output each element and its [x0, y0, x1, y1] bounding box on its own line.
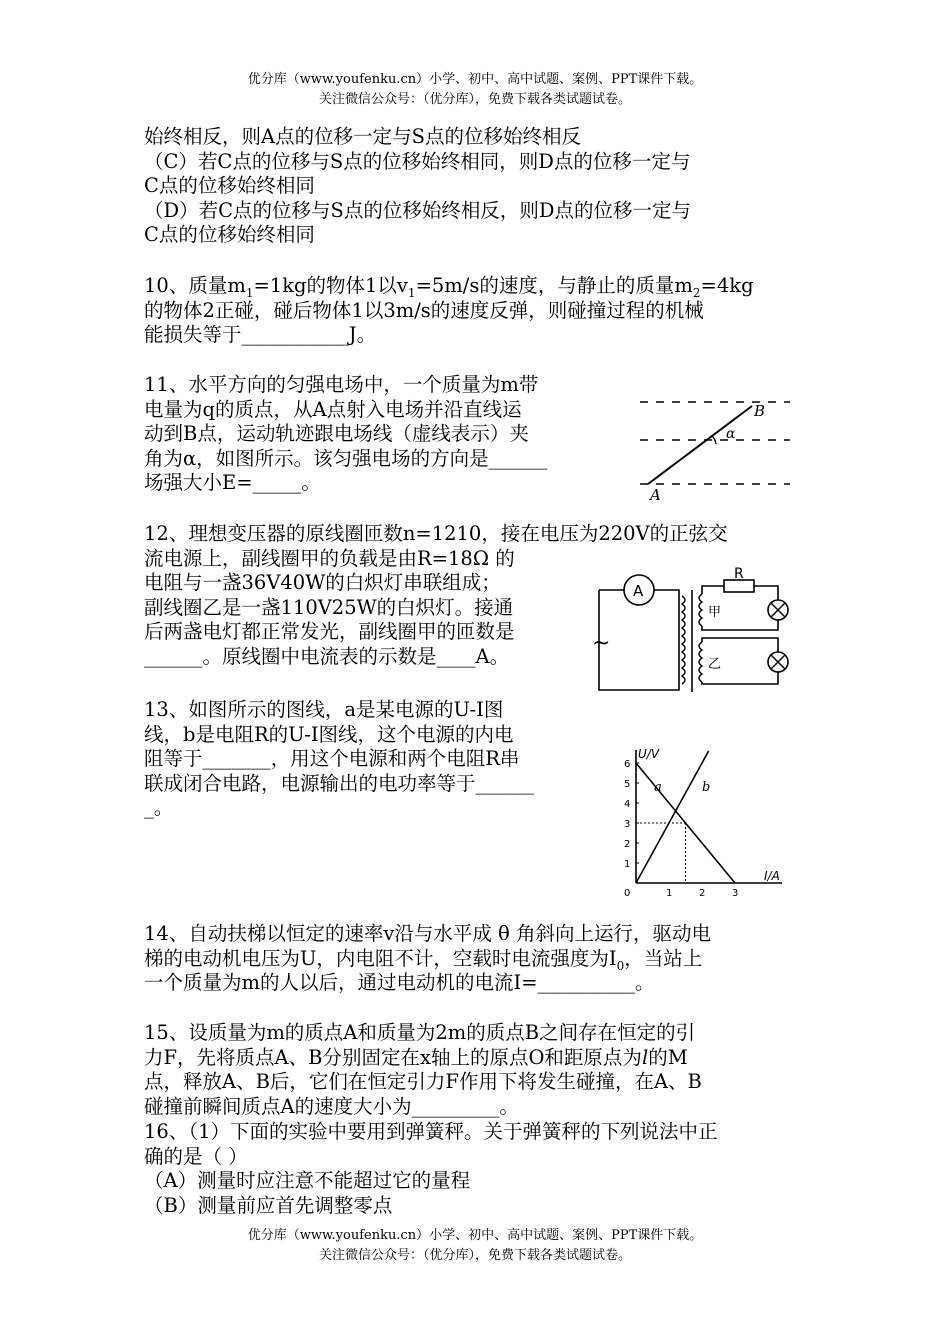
y-tick-label: 6	[624, 759, 631, 770]
x-tick-label: 2	[699, 888, 706, 899]
ac-source-symbol: ~	[592, 631, 611, 656]
question-10	[144, 274, 808, 348]
y-axis-label: U/V	[638, 747, 660, 761]
x-tick-label: 1	[666, 888, 673, 899]
ammeter-label: A	[633, 582, 644, 600]
q15-line-2: 力F，先将质点A、B分别固定在x轴上的原点O和距原点为l的M	[144, 1045, 688, 1069]
q15-line-3: 点，释放A、B后，它们在恒定引力F作用下将发生碰撞，在A、B	[144, 1070, 702, 1093]
question-13	[144, 698, 614, 821]
q12-line-2: 流电源上，副线圈甲的负载是由R=18Ω 的	[144, 546, 515, 570]
point-a-label: A	[650, 486, 661, 504]
footer-line-1: 优分库（www.youfenku.cn）小学、初中、高中试题、案例、PPT课件下载。	[247, 1228, 703, 1243]
u-i-graph	[612, 742, 792, 899]
alpha-label: α	[726, 426, 736, 442]
q11-line-5: 场强大小E=_____。	[144, 471, 321, 494]
page-header	[0, 70, 950, 110]
q15-line-4: 碰撞前瞬间质点A的速度大小为_________。	[144, 1094, 519, 1118]
coil-jia-label: 甲	[708, 605, 722, 620]
q14-line-1: 14、自动扶梯以恒定的速率v沿与水平成 θ 角斜向上运行，驱动电	[144, 922, 711, 945]
y-tick-label: 4	[624, 799, 631, 810]
y-tick-label: 5	[624, 779, 631, 790]
q14-line-3: 一个质量为m的人以后，通过电动机的电流I=__________。	[144, 971, 655, 994]
transformer-circuit-figure	[594, 568, 794, 698]
q10-line-3: 能损失等于___________J。	[144, 323, 377, 346]
coil-yi-label: 乙	[708, 657, 722, 672]
x-axis-label: I/A	[764, 869, 780, 883]
q9-option-c-cont: C点的位移始终相同	[144, 174, 315, 197]
q13-line-2: 线，b是电阻R的U-I图线，这个电源的内电	[144, 722, 514, 746]
q11-line-3: 动到B点，运动轨迹跟电场线（虚线表示）夹	[144, 422, 529, 445]
q9-option-c: （C）若C点的位移与S点的位移始终相同，则D点的位移一定与	[144, 149, 691, 173]
q11-line-2: 电量为q的质点，从A点射入电场并沿直线运	[144, 397, 522, 421]
q12-line-6: ______。原线圈中电流表的示数是____A。	[144, 644, 510, 668]
q13-line-4: 联成闭合电路，电源输出的电功率等于______	[144, 771, 535, 795]
resistor-label: R	[734, 566, 744, 582]
page-footer	[0, 1226, 950, 1266]
q15-line-1: 15、设质量为m的质点A和质量为2m的质点B之间存在恒定的引	[144, 1021, 696, 1044]
q11-line-4: 角为α，如图所示。该匀强电场的方向是______	[144, 446, 548, 470]
q12-line-4: 副线圈乙是一盏110V25W的白炽灯。接通	[144, 595, 514, 619]
q16-option-a: （A）测量时应注意不能超过它的量程	[144, 1169, 471, 1192]
q16-line-2: 确的是（ ）	[144, 1144, 248, 1168]
question-16	[144, 1120, 808, 1218]
x-tick-label: 0	[624, 888, 631, 899]
trajectory-line	[648, 406, 752, 484]
q12-line-1: 12、理想变压器的原线圈匝数n=1210，接在电压为220V的正弦交	[144, 522, 728, 545]
line-b-label: b	[702, 780, 711, 795]
question-11	[144, 373, 624, 496]
q10-line-1: 10、质量$m_1=1kg$的物体1以$v_1=5m/s$的速度，与静止的质量$m_2=4kg$	[144, 274, 754, 300]
q13-line-5: _。	[144, 796, 174, 819]
point-b-label: B	[754, 402, 766, 420]
q13-line-3: 阻等于_______，用这个电源和两个电阻R串	[144, 747, 520, 770]
q11-line-1: 11、水平方向的匀强电场中，一个质量为m带	[144, 373, 539, 396]
y-tick-label: 3	[624, 819, 631, 830]
q12-line-5: 后两盏电灯都正常发光，副线圈甲的匝数是	[144, 620, 515, 643]
line-a-label: a	[654, 780, 662, 795]
x-tick-label: 3	[732, 888, 739, 899]
q9-line-1: 始终相反，则A点的位移一定与S点的位移始终相反	[144, 125, 581, 148]
electric-field-figure	[630, 392, 800, 504]
secondary-coil-yi	[699, 642, 702, 682]
q12-line-3: 电阻与一盏36V40W的白炽灯串联组成；	[144, 571, 501, 594]
q14-line-2: 梯的电动机电压为U，内电阻不计，空载时电流强度为$I_0$，当站上	[144, 946, 703, 973]
question-9-continued	[144, 125, 808, 248]
header-line-1: 优分库（www.youfenku.cn）小学、初中、高中试题、案例、PPT课件下载。	[247, 72, 703, 87]
primary-coil	[682, 596, 685, 684]
q16-line-1: 16、（1）下面的实验中要用到弹簧秤。关于弹簧秤的下列说法中正	[144, 1120, 718, 1143]
q13-line-1: 13、如图所示的图线，a是某电源的U-I图	[144, 698, 504, 721]
y-tick-label: 1	[624, 859, 631, 870]
y-tick-label: 2	[624, 839, 631, 850]
question-15	[144, 1021, 808, 1119]
secondary-coil-jia	[699, 594, 702, 626]
q9-option-d: （D）若C点的位移与S点的位移始终相反，则D点的位移一定与	[144, 198, 692, 222]
alpha-arc	[712, 436, 716, 444]
q10-line-2: 的物体2正碰，碰后物体1以3m/s的速度反弹，则碰撞过程的机械	[144, 298, 704, 322]
footer-line-2: 关注微信公众号：（优分库），免费下载各类试题试卷。	[318, 1248, 631, 1263]
question-14	[144, 922, 808, 996]
q9-option-d-cont: C点的位移始终相同	[144, 223, 315, 246]
q16-option-b: （B）测量前应首先调整零点	[144, 1193, 393, 1217]
header-line-2: 关注微信公众号：（优分库），免费下载各类试题试卷。	[318, 92, 631, 107]
series-line-b	[636, 751, 709, 883]
